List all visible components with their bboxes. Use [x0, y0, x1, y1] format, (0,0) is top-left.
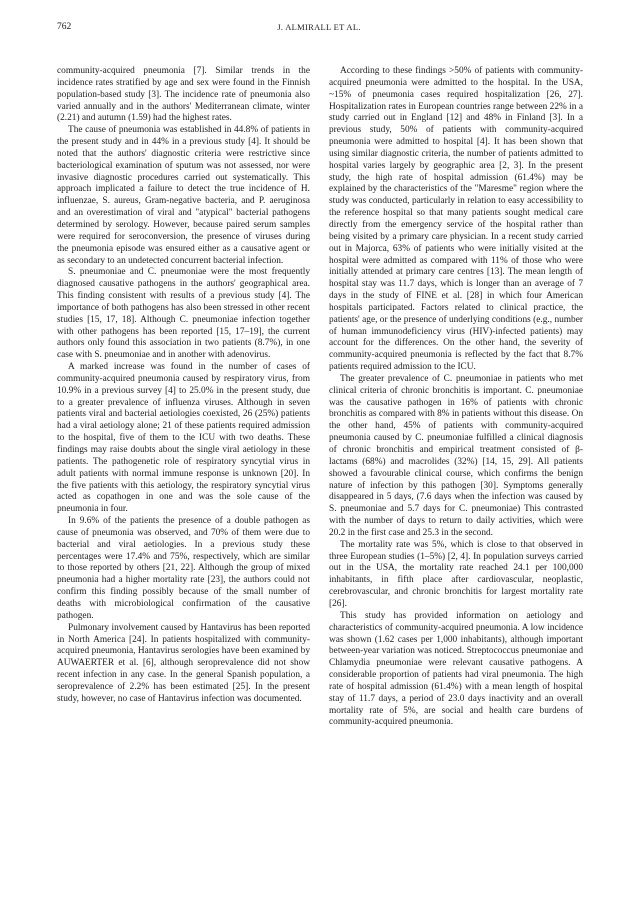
paragraph: The greater prevalence of C. pneumoniae in patients who met clinical criteria of chronic bronchitis is important. C. pneumoniae was the causative pathogen in 16% of patients with chronic bronchitis as compared with 8% in patients without this disease. On the other hand, 45% of patients with community-acquired pneumonia caused by C. pneumoniae fulfilled a clinical diagnosis of chronic bronchitis and empirical treatment consisted of β-lactams (68%) and macrolides (32%) [14, 15, 29]. All patients showed a favourable clinical course, which confirms the benign nature of infection by this pathogen [30]. Symptoms generally disappeared in 5 days, (7.6 days when the infection was caused by S. pneumoniae and 5.7 days for C. pneumoniae) This contrasted with the number of days to return to daily activities, which were 20.2 in the first case and 25.3 in the second.: [329, 373, 583, 538]
paragraph: S. pneumoniae and C. pneumoniae were the most frequently diagnosed causative pathogens in the authors' geographical area. This finding consistent with results of a previous study [4]. The importance of both pathogens has also been stressed in other recent studies [15, 17, 18]. Although C. pneumoniae infection together with other pathogens has been reported [15, 17–19], the current authors only found this association in two patients (8.7%), in one case with S. pneumoniae and in another with adenovirus.: [57, 267, 310, 361]
right-column: [329, 66, 583, 729]
paragraph: A marked increase was found in the number of cases of community-acquired pneumonia caused by respiratory virus, from 10.9% in a previous survey [4] to 25.0% in the present study, due to a greater prevalence of influenza viruses. Although in seven patients viral and bacterial aetiologies coexisted, 26 (25%) patients had a viral aetiology alone; 21 of these patients required admission to the hospital, five of them to the ICU with two deaths. These findings may raise doubts about the single viral aetiology in these patients. The pathogenetic role of respiratory syncytial virus in adult patients with normal immune response is unknown [20]. In the five patients with this aetiology, the respiratory syncytial virus acted as copathogen in one and was the sole cause of the pneumonia in four.: [57, 362, 310, 515]
paragraph: This study has provided information on aetiology and characteristics of community-acquired pneumonia. A low incidence was shown (1.62 cases per 1,000 inhabitants), although important between-year variation was noticed. Streptococcus pneumoniae and Chlamydia pneumoniae were relevant causative pathogens. A considerable proportion of patients had viral pneumonia. The high rate of hospital admission (61.4%) with a mean length of hospital stay of 11.7 days, a period of 23.0 days inactivity and an overall mortality rate of 5%, are social and health care burdens of community-acquired pneumonia.: [329, 610, 583, 728]
paragraph: Pulmonary involvement caused by Hantavirus has been reported in North America [24]. In patients hospitalized with community-acquired pneumonia, Hantavirus serologies have been examined by AUWAERTER et al. [6], although seroprevalence did not show recent infection in any case. In the general Spanish population, a seroprevalence of 2.2% has been estimated [25]. In the present study, however, no case of Hantavirus infection was documented.: [57, 622, 310, 704]
paragraph: In 9.6% of the patients the presence of a double pathogen as cause of pneumonia was observed, and 70% of them were due to bacterial and viral aetiologies. In a previous study these percentages were 17.4% and 75%, respectively, which are similar to those reported by others [21, 22]. Although the group of mixed pneumonia had a higher mortality rate [23], the authors could not confirm this finding possibly because of the small number of deaths with microbiological confirmation of the causative pathogen.: [57, 516, 310, 621]
paragraph: The mortality rate was 5%, which is close to that observed in three European studies (1–5%) [2, 4]. In population surveys carried out in the USA, the mortality rate reached 24.1 per 100,000 inhabitants, in fifth place after cardiovascular, neoplastic, cerebrovascular, and chronic bronchitis for largest mortality rate [26].: [329, 539, 583, 609]
page-number: 762: [57, 22, 72, 32]
paragraph: community-acquired pneumonia [7]. Similar trends in the incidence rates stratified by age and sex were found in the Finnish population-based study [3]. The incidence rate of pneumonia also varied annually and in the authors' Mediterranean climate, winter (2.21) and autumn (1.59) had the highest rates.: [57, 66, 310, 124]
page-header: [57, 22, 581, 36]
paragraph: The cause of pneumonia was established in 44.8% of patients in the present study and in 44% in a previous study [4]. It should be noted that the authors' diagnostic criteria were restrictive since bacteriological examination of sputum was not assessed, nor were invasive diagnostic procedures carried out systematically. This approach implicated a failure to detect the true incidence of H. influenzae, S. aureus, Gram-negative bacteria, and P. aeruginosa and an overestimation of viral and "atypical" bacterial pathogens determined by serology. However, because paired serum samples were required for seroconversion, the presence of viruses during the pneumonia episode was ensured either as a causative agent or as secondary to an undetected concurrent bacterial infection.: [57, 125, 310, 266]
paragraph: According to these findings >50% of patients with community-acquired pneumonia were admitted to the hospital. In the USA, ~15% of pneumonia cases required hospitalization [26, 27]. Hospitalization rates in European countries range between 22% in a study carried out in England [12] and 48% in Finland [3]. In a previous study, 50% of patients with community-acquired pneumonia were admitted to hospital [4]. It has been shown that using similar diagnostic criteria, the number of patients admitted to hospital varies largely by geographic area [2, 3]. In the present study, the high rate of hospital admission (61.4%) may be explained by the characteristics of the "Maresme" region where the study was conducted, particularly in relation to easy accessibility to the reference hospital so that many patients sought medical care directly from the emergency service of the hospital rather than being visited by a primary care physician. In a recent study carried out in Majorca, 63% of patients who were initially visited at the hospital were admitted as compared with 11% of those who were initially attended at primary care centres [13]. The mean length of hospital stay was 11.7 days, which is longer than an average of 7 days in the study of FINE et al. [28] in which four American hospitals participated. Factors related to clinical practice, the patients' age, or the presence of underlying conditions (e.g., number of human immunodeficiency virus (HIV)-infected patients) may account for the differences. On the other hand, the severity of community-acquired pneumonia is reflected by the fact that 8.7% patients required admission to the ICU.: [329, 66, 583, 373]
running-head: J. ALMIRALL ET AL.: [277, 22, 361, 32]
left-column: [57, 66, 310, 706]
